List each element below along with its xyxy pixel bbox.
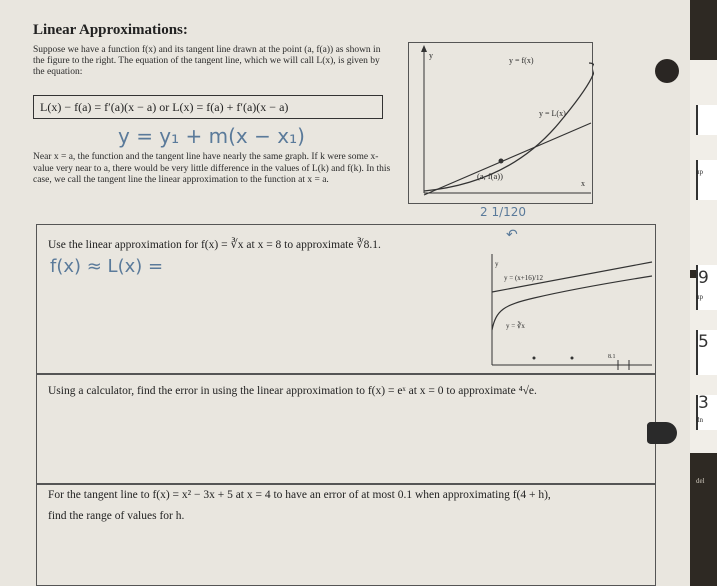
binder-hole	[655, 59, 679, 83]
cube-root-graph	[484, 250, 654, 372]
tangent-equation: L(x) − f(a) = f′(a)(x − a) or L(x) = f(a) + f′(a)(x − a)	[40, 100, 289, 114]
side-tab-1	[696, 105, 717, 135]
curve-f	[424, 63, 594, 191]
figure2-dot-2	[533, 357, 536, 360]
figure2-dot-1	[571, 357, 574, 360]
side-handwritten-3: 3	[698, 393, 709, 413]
side-tab-label-1: up	[696, 168, 703, 176]
tangent-equation-box	[33, 95, 383, 119]
side-tab-label-3: dn	[696, 416, 703, 424]
binder-clip	[647, 422, 677, 444]
side-handwritten-5: 5	[698, 332, 709, 352]
side-tab-strip	[690, 0, 717, 586]
cube-root-figure	[484, 250, 654, 372]
figure1-y-arrow-icon	[421, 45, 427, 52]
page-title: Linear Approximations:	[33, 22, 188, 38]
curve-label: y = f(x)	[509, 56, 534, 65]
tangent-label: y = L(x)	[539, 109, 566, 118]
figure2-x-tick-label: 8.1	[608, 354, 616, 360]
side-handwritten-9: 9	[698, 268, 709, 288]
handwritten-point-slope: y = y₁ + m(x − x₁)	[118, 124, 305, 148]
figure2-curve-label: y = ∛x	[506, 322, 525, 330]
figure1-y-label: y	[429, 51, 433, 60]
side-tab-2	[696, 160, 717, 200]
figure1-x-label: x	[581, 179, 585, 188]
point-label: (a, f(a))	[477, 171, 503, 181]
figure2-y-label: y	[495, 260, 499, 268]
linear-approx-paragraph: Near x = a, the function and the tangent line have nearly the same graph. If k were some x-value very near to a, there would be very little difference in the values of L(k) and f(k). In this case, we call the tangent line the linear approximation to the function at x = a.	[33, 152, 391, 185]
problem-2-text: Using a calculator, find the error in using the linear approximation to f(x) = eˣ at x = 0 to approximate ⁴√e.	[48, 385, 537, 397]
tangency-point	[499, 159, 504, 164]
intro-paragraph: Suppose we have a function f(x) and its tangent line drawn at the point (a, f(a)) as shown in the figure to the right. The equation of the tangent line, which we will call L(x), is given by the equation:	[33, 45, 381, 77]
problem-3-text: For the tangent line to f(x) = x² − 3x + 5 at x = 4 to have an error of at most 0.1 when approximating f(4 + h), find the range of values for h.	[48, 489, 551, 522]
handwritten-fraction: 2 1/120	[480, 205, 527, 219]
handwritten-approximation-setup: f(x) ≈ L(x) =	[50, 256, 164, 277]
tangent-line-figure	[408, 42, 593, 204]
side-tab-label-4: del	[696, 477, 705, 485]
handwritten-hook-mark: ↶	[506, 227, 518, 243]
side-tab-label-2: up	[696, 293, 703, 301]
tangent-line-L	[424, 123, 591, 195]
figure2-line-label: y = (x+16)/12	[504, 274, 544, 282]
problem-1-text: Use the linear approximation for f(x) = ∛x at x = 8 to approximate ∛8.1.	[48, 239, 381, 251]
